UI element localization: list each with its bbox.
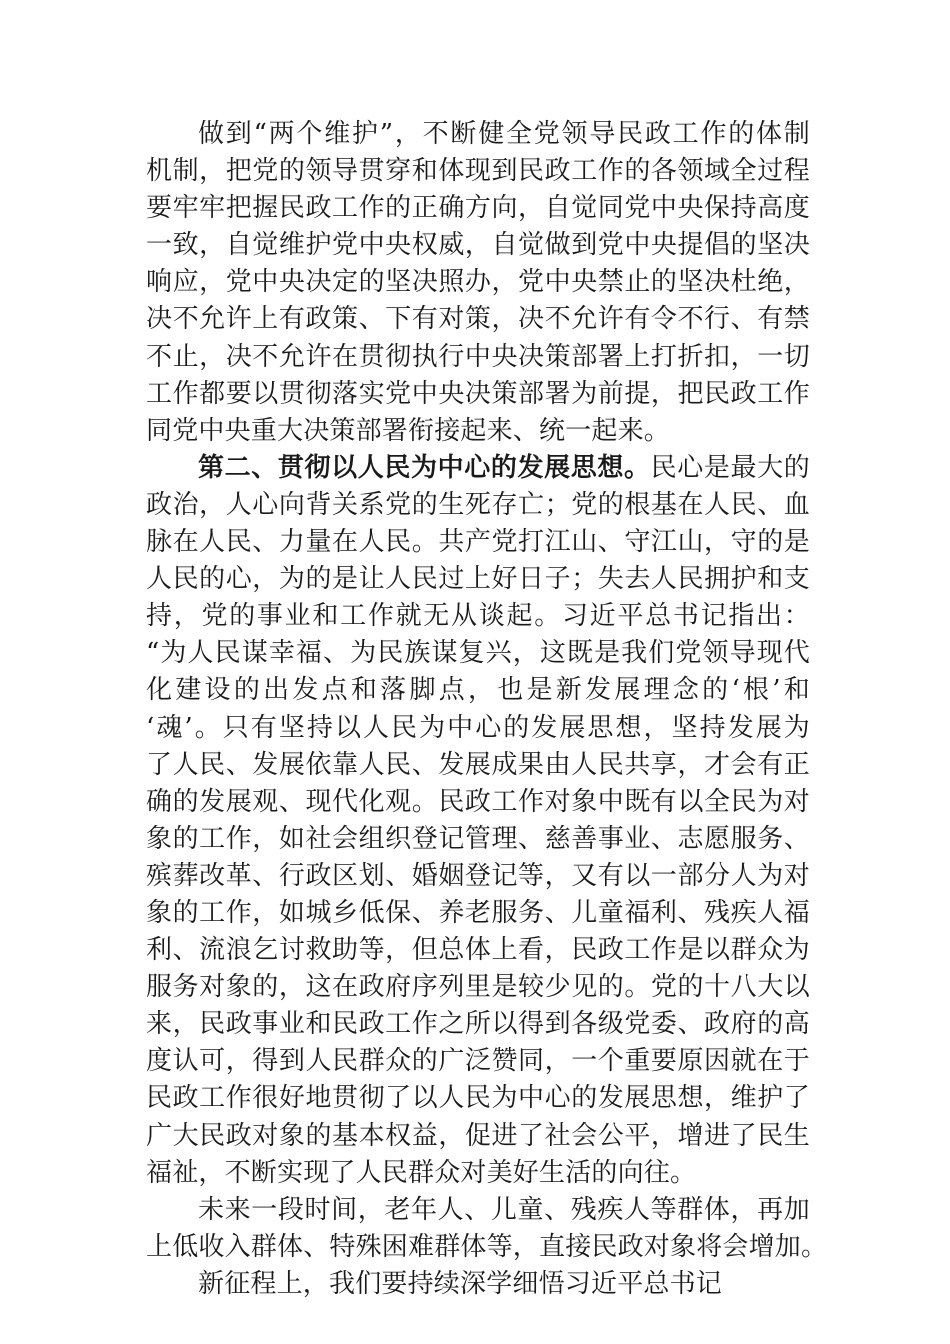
text-line: 了人民、发展依靠人民、发展成果由人民共享，才会有正: [146, 749, 810, 780]
text-line: 新征程上，我们要持续深学细悟习近平总书记: [198, 1268, 723, 1299]
text-line: 政治，人心向背关系党的生死存亡；党的根基在人民、血: [146, 489, 810, 520]
text-line: 机制，把党的领导贯穿和体现到民政工作的各领域全过程: [146, 156, 810, 187]
text-line: 持，党的事业和工作就无从谈起。习近平总书记指出：: [146, 601, 810, 632]
text-line: 人民的心，为的是让人民过上好日子；失去人民拥护和支: [146, 564, 810, 595]
text-line: 决不允许上有政策、下有对策，决不允许有令不行、有禁: [146, 304, 810, 335]
text-line: 要牢牢把握民政工作的正确方向，自觉同党中央保持高度: [146, 193, 810, 224]
text-line: 象的工作，如社会组织登记管理、慈善事业、志愿服务、: [146, 823, 810, 854]
text-line: 象的工作，如城乡低保、养老服务、儿童福利、残疾人福: [146, 897, 810, 928]
text-line: 响应，党中央决定的坚决照办，党中央禁止的坚决杜绝，: [146, 267, 810, 298]
text-line: 民政工作很好地贯彻了以人民为中心的发展思想，维护了: [146, 1083, 810, 1114]
text-line: 殡葬改革、行政区划、婚姻登记等，又有以一部分人为对: [146, 860, 810, 891]
text-line: 广大民政对象的基本权益，促进了社会公平，增进了民生: [146, 1120, 810, 1151]
text-line: 确的发展观、现代化观。民政工作对象中既有以全民为对: [146, 786, 810, 817]
text-line: 化建设的出发点和落脚点，也是新发展理念的‘根’和: [146, 675, 810, 706]
text-line: 做到“两个维护”，不断健全党领导民政工作的体制: [198, 119, 810, 149]
text-line: [146, 450, 810, 487]
text-line: 工作都要以贯彻落实党中央决策部署为前提，把民政工作: [146, 378, 810, 409]
text-line: “为人民谋幸福、为民族谋复兴，这既是我们党领导现代: [146, 638, 810, 669]
text-line: 脉在人民、力量在人民。共产党打江山、守江山，守的是: [146, 527, 810, 558]
section-heading: 第二、贯彻以人民为中心的发展思想。: [198, 452, 651, 483]
text-line: 上低收入群体、特殊困难群体等，直接民政对象将会增加。: [146, 1231, 828, 1262]
text-line: 福祉，不断实现了人民群众对美好生活的向往。: [146, 1157, 697, 1188]
text-line: 服务对象的，这在政府序列里是较少见的。党的十八大以: [146, 972, 810, 1003]
paragraph-2: [146, 450, 810, 1192]
paragraph-1: [146, 116, 810, 450]
text-line: 同党中央重大决策部署衔接起来、统一起来。: [146, 415, 671, 446]
text-line: 一致，自觉维护党中央权威，自觉做到党中央提倡的坚决: [146, 230, 810, 261]
text-line: 未来一段时间，老年人、儿童、残疾人等群体，再加: [198, 1194, 810, 1225]
paragraph-3: [146, 1192, 828, 1266]
document-page: [146, 116, 828, 1303]
text-line: 度认可，得到人民群众的广泛赞同，一个重要原因就在于: [146, 1046, 810, 1077]
paragraph-4: [146, 1266, 810, 1303]
text-line: 来，民政事业和民政工作之所以得到各级党委、政府的高: [146, 1009, 810, 1040]
heading-line-rest: 民心是最大的: [650, 452, 811, 483]
text-line: 不止，决不允许在贯彻执行中央决策部署上打折扣，一切: [146, 341, 810, 372]
text-line: 利、流浪乞讨救助等，但总体上看，民政工作是以群众为: [146, 935, 810, 966]
text-line: ‘魂’。只有坚持以人民为中心的发展思想，坚持发展为: [146, 712, 810, 743]
